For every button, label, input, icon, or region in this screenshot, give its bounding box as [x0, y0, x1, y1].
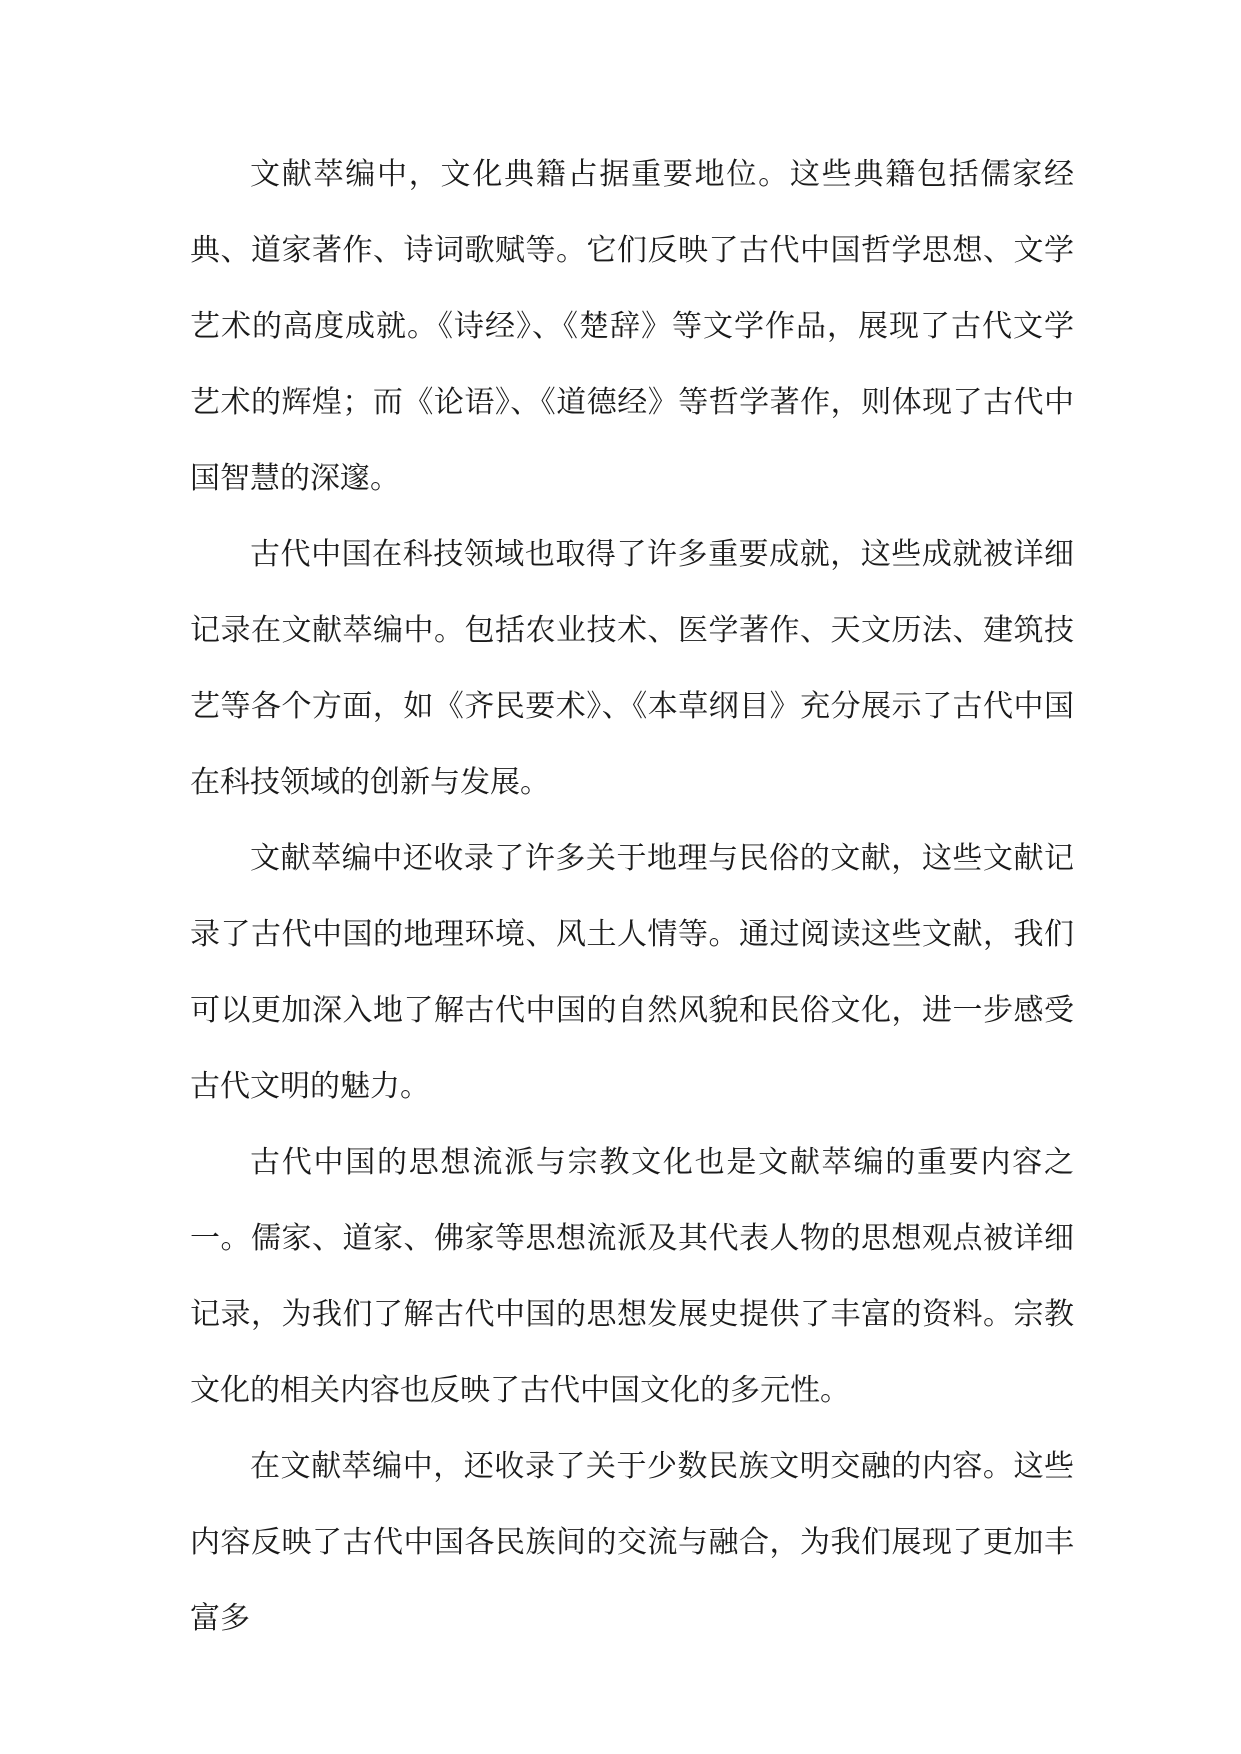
- paragraph-ethnic-integration: 在文献萃编中，还收录了关于少数民族文明交融的内容。这些内容反映了古代中国各民族间的交流与融合，为我们展现了更加丰富多: [190, 1449, 1074, 1636]
- document-body: [190, 137, 1074, 1657]
- paragraph-science-technology: 古代中国在科技领域也取得了许多重要成就，这些成就被详细记录在文献萃编中。包括农业技术、医学著作、天文历法、建筑技艺等各个方面，如《齐民要术》、《本草纲目》充分展示了古代中国在科技领域的创新与发展。: [190, 537, 1074, 800]
- paragraph-geography-customs: 文献萃编中还收录了许多关于地理与民俗的文献，这些文献记录了古代中国的地理环境、风土人情等。通过阅读这些文献，我们可以更加深入地了解古代中国的自然风貌和民俗文化，进一步感受古代文明的魅力。: [190, 841, 1074, 1104]
- paragraph-cultural-classics: 文献萃编中，文化典籍占据重要地位。这些典籍包括儒家经典、道家著作、诗词歌赋等。它们反映了古代中国哲学思想、文学艺术的高度成就。《诗经》、《楚辞》等文学作品，展现了古代文学艺术的辉煌；而《论语》、《道德经》等哲学著作，则体现了古代中国智慧的深邃。: [190, 157, 1074, 496]
- paragraph-thought-religion: 古代中国的思想流派与宗教文化也是文献萃编的重要内容之一。儒家、道家、佛家等思想流派及其代表人物的思想观点被详细记录，为我们了解古代中国的思想发展史提供了丰富的资料。宗教文化的相关内容也反映了古代中国文化的多元性。: [190, 1145, 1074, 1408]
